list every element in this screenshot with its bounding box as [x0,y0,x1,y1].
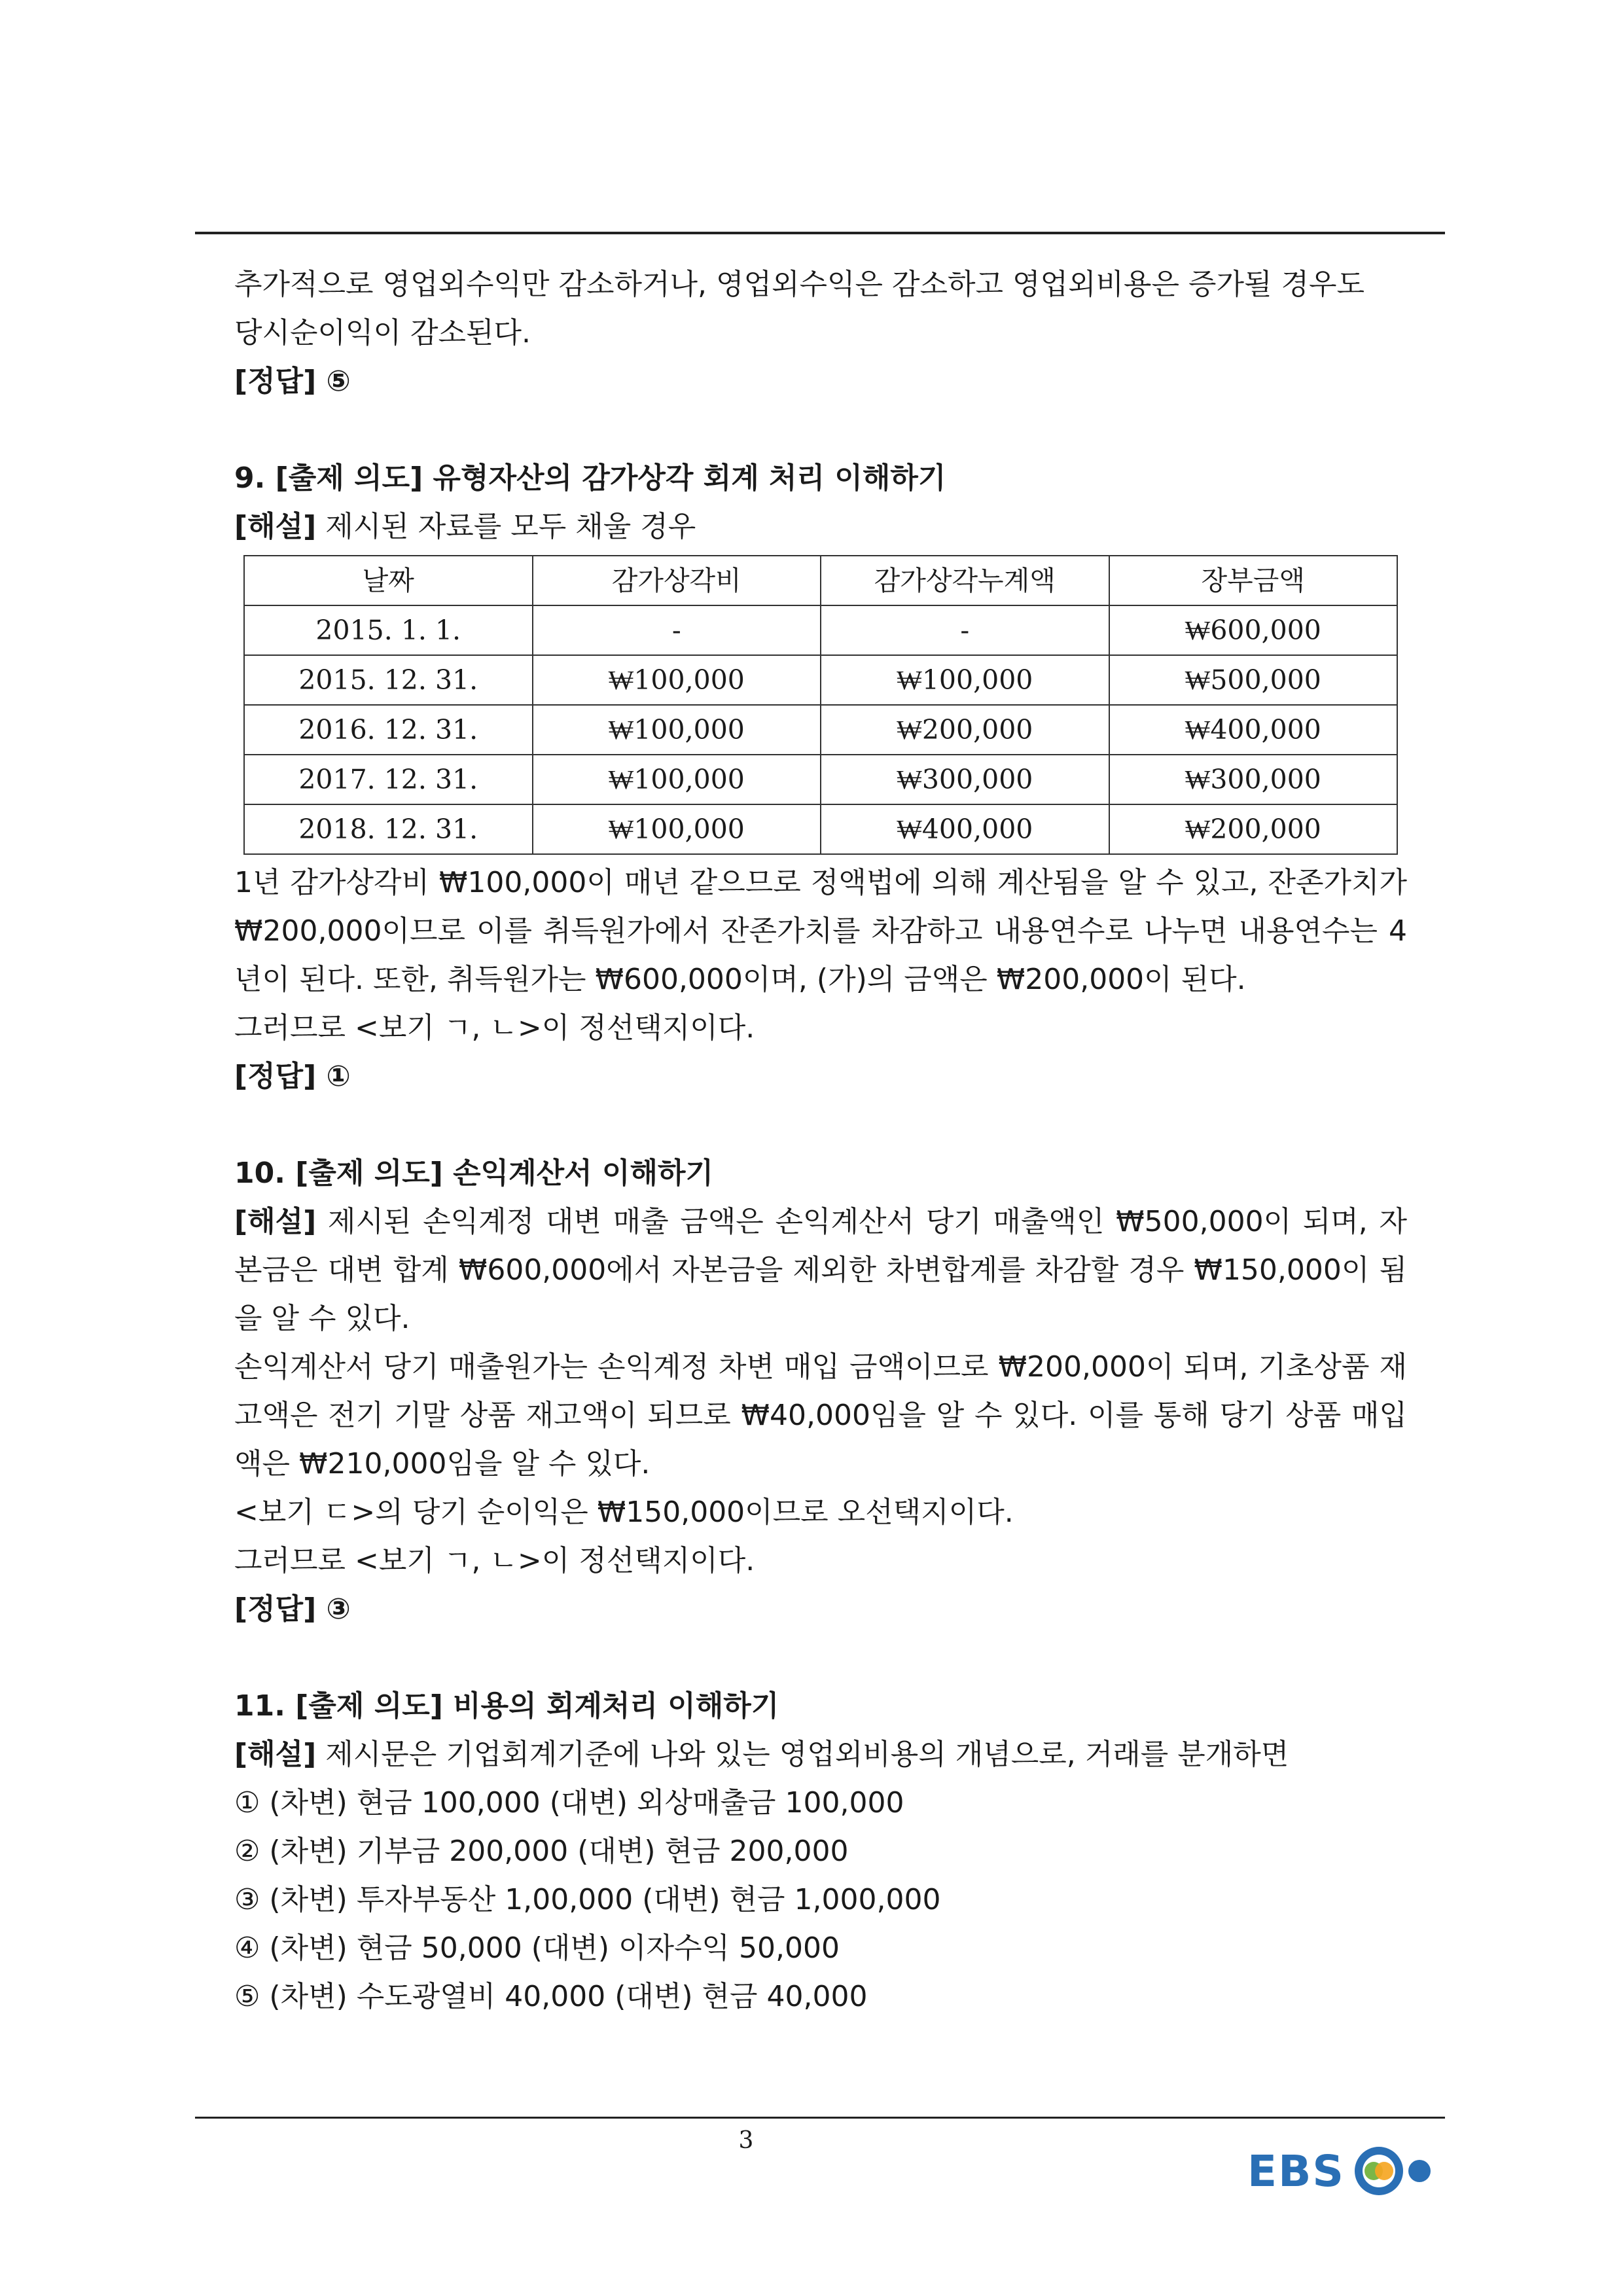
footer-rule [195,2117,1445,2119]
q9-paragraph-1: 1년 감가상각비 ₩100,000이 매년 같으므로 정액법에 의해 계산됨을 알 수 있고, 잔존가치가 ₩200,000이므로 이를 취득원가에서 잔존가치를 차감하고 내용연수로 나누면 내용연수는 4년이 된다. 또한, 취득원가는 ₩600,000이며, (가)의 금액은 ₩200,000이 된다. [234,866,1407,996]
table-cell: 2016. 12. 31. [244,705,533,755]
table-cell: ₩100,000 [533,705,821,755]
table-header-row [244,556,1397,605]
q9-paragraph-2: 그러므로 <보기 ㄱ, ㄴ>이 정선택지이다. [234,1011,755,1045]
commentary-label: [해설] [234,510,317,543]
q11-title: 11. [출제 의도] 비용의 회계처리 이해하기 [234,1689,779,1723]
journal-entry: ① (차변) 현금 100,000 (대변) 외상매출금 100,000 [234,1786,904,1820]
journal-entry: ③ (차변) 투자부동산 1,00,000 (대변) 현금 1,000,000 [234,1883,941,1916]
commentary-label: [해설] [234,1205,317,1238]
table-cell: ₩300,000 [821,755,1109,804]
ebs-logo-mark-icon [1351,2144,1436,2198]
commentary-text: 제시된 손익계정 대변 매출 금액은 손익계산서 당기 매출액인 ₩500,000이 되며, 자본금은 대변 합계 ₩600,000에서 자본금을 제외한 차변합계를 차감할 경우 ₩150,000이 됨을 알 수 있다. [234,1205,1407,1335]
q10-title: 10. [출제 의도] 손익계산서 이해하기 [234,1157,713,1190]
q11-commentary [234,1731,1407,1779]
table-header-cell: 감가상각누계액 [821,556,1109,605]
table-cell: ₩100,000 [533,755,821,804]
table-cell: ₩100,000 [821,655,1109,705]
q10-paragraph-3: 그러므로 <보기 ㄱ, ㄴ>이 정선택지이다. [234,1544,755,1577]
ebs-logo-text: EBS [1247,2145,1345,2197]
table-cell: 2018. 12. 31. [244,804,533,854]
journal-entry: ④ (차변) 현금 50,000 (대변) 이자수익 50,000 [234,1931,840,1965]
q10-paragraph-1: 손익계산서 당기 매출원가는 손익계정 차변 매입 금액이므로 ₩200,000이 되며, 기초상품 재고액은 전기 기말 상품 재고액이 되므로 ₩40,000임을 알 수 있다. 이를 통해 당기 상품 매입액은 ₩210,000임을 알 수 있다. [234,1350,1407,1480]
q10-commentary [234,1198,1407,1343]
table-cell: ₩100,000 [533,655,821,705]
table-cell: ₩200,000 [821,705,1109,755]
table-row [244,705,1397,755]
table-cell: ₩400,000 [1109,705,1398,755]
commentary-label: [해설] [234,1738,317,1771]
table-cell: 2015. 1. 1. [244,605,533,655]
table-cell: ₩300,000 [1109,755,1398,804]
table-header-cell: 날짜 [244,556,533,605]
table-row [244,755,1397,804]
table-cell: - [533,605,821,655]
table-cell: - [821,605,1109,655]
q9-title: 9. [출제 의도] 유형자산의 감가상각 회계 처리 이해하기 [234,461,946,495]
q9-answer: [정답] ① [234,1060,351,1093]
table-cell: ₩500,000 [1109,655,1398,705]
table-cell: 2017. 12. 31. [244,755,533,804]
table-cell: ₩100,000 [533,804,821,854]
page-number: 3 [738,2127,754,2154]
intro-line-1: 추가적으로 영업외수익만 감소하거나, 영업외수익은 감소하고 영업외비용은 증가될 경우도 [234,268,1365,301]
depreciation-table [243,555,1398,855]
table-cell: ₩600,000 [1109,605,1398,655]
table-row [244,655,1397,705]
journal-entry: ⑤ (차변) 수도광열비 40,000 (대변) 현금 40,000 [234,1980,868,2013]
commentary-text: 제시된 자료를 모두 채울 경우 [316,510,696,543]
table-header-cell: 감가상각비 [533,556,821,605]
table-row [244,804,1397,854]
table-header-cell: 장부금액 [1109,556,1398,605]
header-rule [195,232,1445,234]
q10-answer: [정답] ③ [234,1592,351,1626]
table-row [244,605,1397,655]
q9-commentary [234,503,1407,551]
logo-blue-dot-icon [1408,2160,1431,2182]
intro-answer: [정답] ⑤ [234,365,351,398]
ebs-logo [1247,2135,1457,2207]
table-cell: ₩200,000 [1109,804,1398,854]
page-content [234,260,1407,2021]
journal-entry: ② (차변) 기부금 200,000 (대변) 현금 200,000 [234,1835,849,1868]
table-cell: ₩400,000 [821,804,1109,854]
q10-paragraph-2: <보기 ㄷ>의 당기 순이익은 ₩150,000이므로 오선택지이다. [234,1496,1014,1529]
intro-line-2: 당시순이익이 감소된다. [234,316,531,350]
commentary-text: 제시문은 기업회계기준에 나와 있는 영업외비용의 개념으로, 거래를 분개하면 [316,1738,1289,1771]
table-cell: 2015. 12. 31. [244,655,533,705]
logo-orange-dot-icon [1375,2162,1393,2180]
